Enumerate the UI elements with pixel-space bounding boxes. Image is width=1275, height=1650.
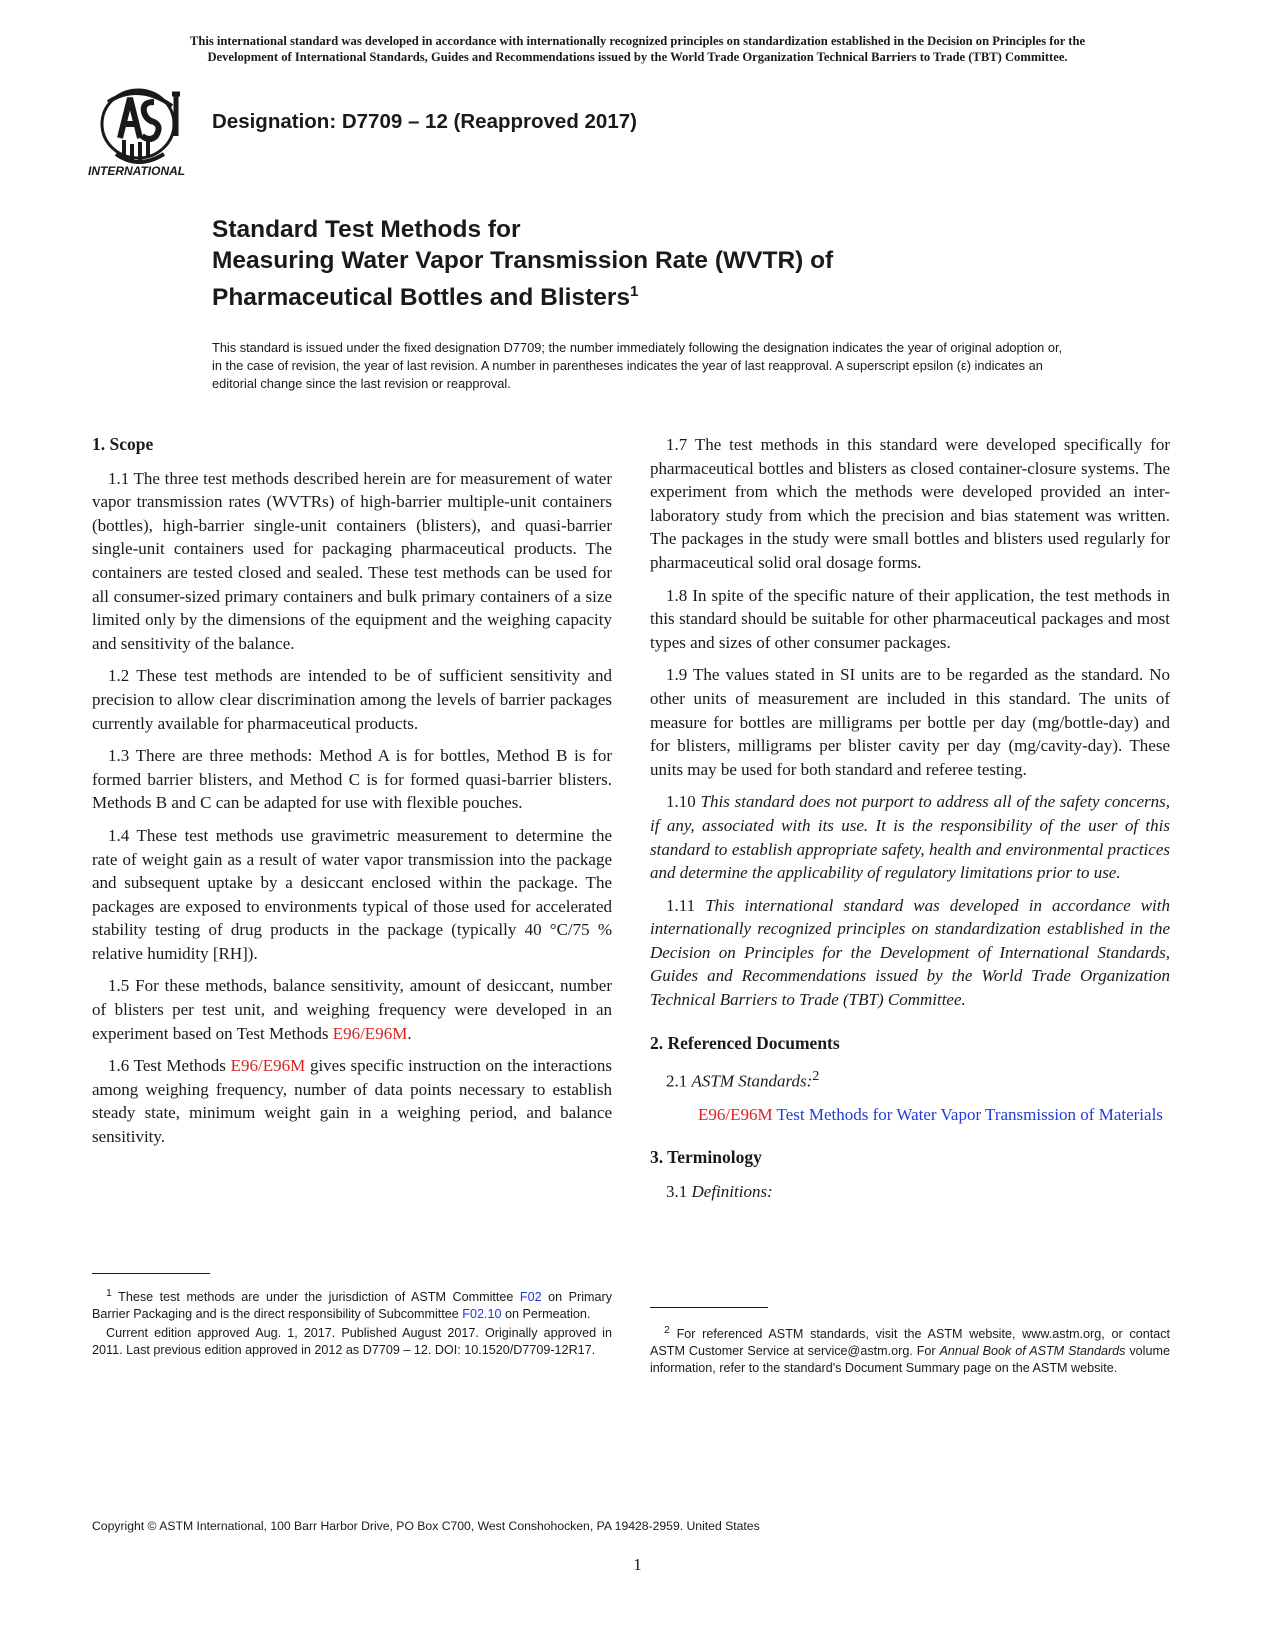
astm-logo [86,84,204,180]
reference-code[interactable]: E96/E96M [698,1104,773,1124]
footnote-2-mark[interactable]: 2 [812,1068,820,1085]
title-line-3 [212,276,833,313]
footnote-divider-right [650,1307,768,1308]
paragraph-1-6-text: gives specific instruction on the interactions among weighing frequency, number of data points necessary to establish steady state, minimum weight gain in a weighing period, and balance sensitivity. [92,1056,612,1147]
paragraph-2-1-num: 2.1 [666,1071,692,1091]
reference-entry[interactable] [666,1103,1170,1127]
paragraph-2-1 [650,1065,1170,1093]
logo-text: INTERNATIONAL [88,164,186,178]
paragraph-3-1-num: 3.1 [666,1181,692,1201]
paragraph-1-5 [92,974,612,1045]
copyright: Copyright © ASTM International, 100 Barr Harbor Drive, PO Box C700, West Conshohocken, PA 19428-2959. United States [92,1519,760,1533]
footnote-1-text-c: on Permeation. [501,1307,591,1322]
title-footnote-mark[interactable]: 1 [630,283,639,300]
paragraph-2-1-text: ASTM Standards: [691,1071,813,1091]
link-e96-2[interactable]: E96/E96M [230,1056,306,1076]
footnote-2-text [650,1322,1170,1377]
paragraph-1-10 [650,790,1170,884]
link-f02[interactable]: F02 [519,1290,542,1305]
footnote-1-jurisdiction [92,1285,612,1323]
reference-title[interactable]: Test Methods for Water Vapor Transmission of Materials [772,1104,1163,1124]
paragraph-1-7: 1.7 The test methods in this standard were developed specifically for pharmaceutical bottles and blisters as closed container-closure systems. The experiment from which the methods were developed provided an inter-laboratory study from which the precision and bias statement was written. The packages in the study were small bottles and blisters used regularly for pharmaceutical solid oral dosage forms. [650,435,1170,572]
footnote-2-text-a: For referenced ASTM standards, visit the ASTM website, www.astm.org, or contact ASTM Customer Service at service@astm.org. For [650,1327,1170,1359]
footnote-2-annual-book: Annual Book of ASTM Standards [939,1344,1126,1359]
astm-logo-icon [86,84,204,180]
paragraph-1-4: 1.4 These test methods use gravimetric measurement to determine the rate of weight gain as a result of water vapor transmission into the package and subsequent uptake by a desiccant enclosed within the package. The packages are exposed to environments typical of those used for accelerated stability testing of drug products in the package (typically 40 °C/75 % relative humidity [RH]). [92,825,612,963]
footnote-2 [650,1322,1170,1379]
right-column [650,433,1170,1212]
footnote-1-text-a: These test methods are under the jurisdiction of ASTM Committee [118,1290,520,1305]
link-e96[interactable]: E96/E96M [332,1023,408,1043]
footnote-1-edition: Current edition approved Aug. 1, 2017. Published August 2017. Originally approved in 2011. Last previous edition approved in 2012 as D7709 – 12. DOI: 10.1520/D7709-12R17. [92,1326,612,1358]
notice-line-2: Development of International Standards, Guides and Recommendations issued by the World Trade Organization Technical Barriers to Trade (TBT) Committee. [207,50,1068,64]
footnote-1-text-b: on Primary Barrier Packaging and is the direct responsibility of Subcommittee [92,1290,612,1322]
paragraph-1-11-num: 1.11 [666,895,706,915]
title-line-1: Standard Test Methods for [212,216,521,243]
paragraph-1-10-num: 1.10 [666,792,701,812]
footnote-divider-left [92,1273,210,1274]
paragraph-1-6-start: 1.6 Test Methods [108,1056,231,1076]
paragraph-1-9: 1.9 The values stated in SI units are to be regarded as the standard. No other units of measurement are included in this standard. The units of measure for bottles are milligrams per bottle per day (mg/bottle-day) and for blisters, milligrams per blister cavity per day (mg/cavity-day). These units may be used for both standard and referee testing. [650,665,1170,779]
paragraph-1-5-text: 1.5 For these methods, balance sensitivity, amount of desiccant, number of blisters per test unit, and weighing frequency were developed in an experiment based on Test Methods [92,976,612,1043]
paragraph-1-1: 1.1 The three test methods described herein are for measurement of water vapor transmission rates (WVTRs) of high-barrier multiple-unit containers (bottles), high-barrier single-unit containers (blisters), and quasi-barrier single-unit containers used for packaging pharmaceutical products. The containers are tested closed and sealed. These test methods can be used for all consumer-sized primary containers and bulk primary containers of a size limited only by the dimensions of the equipment and the weighing capacity and sensitivity of the balance. [92,468,612,653]
footnote-1-mark: 1 [106,1287,112,1299]
paragraph-1-6 [92,1054,612,1148]
title-line-3-text: Pharmaceutical Bottles and Blisters [212,284,631,312]
link-f02-10[interactable]: F02.10 [462,1307,502,1322]
paragraph-1-2: 1.2 These test methods are intended to be of sufficient sensitivity and precision to allow clear discrimination among the levels of barrier packages currently available for pharmaceutical products. [92,666,612,733]
title-line-2: Measuring Water Vapor Transmission Rate (WVTR) of [212,247,834,274]
footnote-2-text-b: volume information, refer to the standard's Document Summary page on the ASTM website. [650,1344,1170,1376]
notice-line-1: This international standard was developed in accordance with internationally recognized principles on standardization established in the Decision on Principles for the [189,34,1086,48]
section-heading-terminology: 3. Terminology [650,1147,762,1168]
section-heading-scope: 1. Scope [92,434,154,454]
footnote-2-label: 2 [664,1324,670,1336]
paragraph-1-3: 1.3 There are three methods: Method A is for bottles, Method B is for formed barrier blisters, and Method C is for formed quasi-barrier blisters. Methods B and C can be adapted for use with flexible pouches. [92,746,612,813]
left-column [92,433,612,1158]
paragraph-3-1-text: Definitions: [691,1181,773,1201]
footnote-1 [92,1285,612,1361]
issue-note: This standard is issued under the fixed designation D7709; the number immediately following the designation indicates the year of original adoption or, in the case of revision, the year of last revision. A number in parentheses indicates the year of last reapproval. A superscript epsilon (ε) indicates an editorial change since the last revision or reapproval. [212,340,1063,391]
designation: Designation: D7709 – 12 (Reapproved 2017) [212,110,637,133]
paragraph-1-10-text: This standard does not purport to address all of the safety concerns, if any, associated with its use. It is the responsibility of the user of this standard to establish appropriate safety, health and environmental practices and determine the applicability of regulatory limitations prior to use. [650,792,1171,883]
paragraph-1-8: 1.8 In spite of the specific nature of their application, the test methods in this standard should be suitable for other pharmaceutical packages and most types and sizes of other consumer packages. [650,585,1170,652]
section-heading-referenced-documents: 2. Referenced Documents [650,1032,840,1053]
paragraph-1-11 [650,894,1170,1012]
paragraph-1-5-end: . [407,1023,412,1043]
paragraph-1-11-text: This international standard was developed in accordance with internationally recognized principles on standardization established in the Decision on Principles for the Development of International Standards, Guides and Recommendations issued by the World Trade Organization Technical Barriers to Trade (TBT) Committee. [650,895,1170,1010]
top-notice [80,33,1195,65]
page-number: 1 [633,1555,642,1574]
document-title [212,214,833,313]
paragraph-3-1 [650,1180,1170,1204]
